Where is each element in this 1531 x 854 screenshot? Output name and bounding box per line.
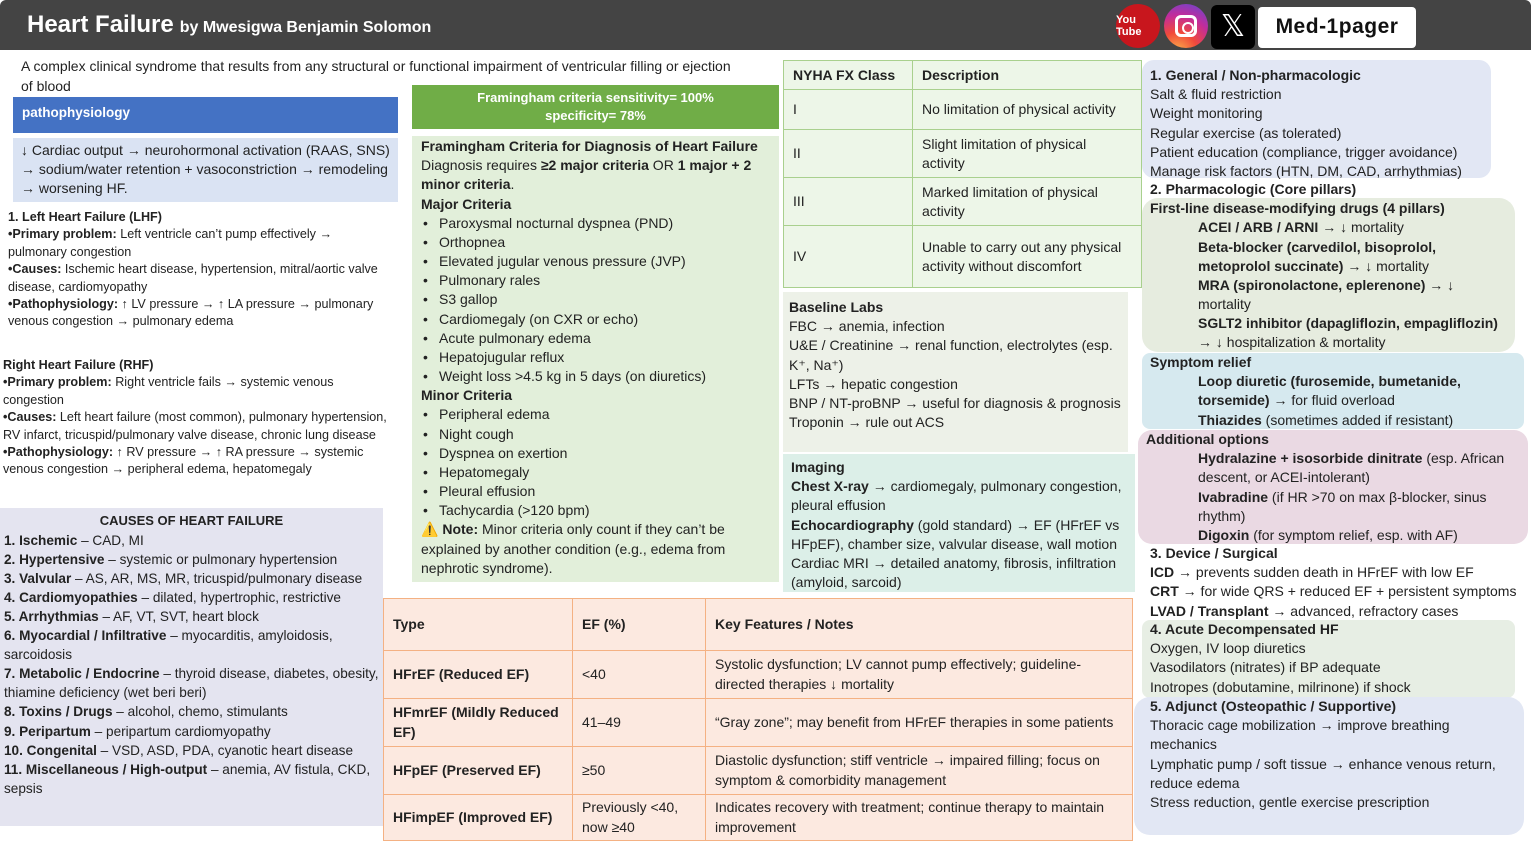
nyha-description: Marked limitation of physical activity xyxy=(913,178,1142,226)
device-title: 3. Device / Surgical xyxy=(1150,545,1278,561)
nyha-description: No limitation of physical activity xyxy=(913,90,1142,130)
item-label: ACEI / ARB / ARNI xyxy=(1198,219,1319,236)
list-item xyxy=(1150,563,1523,582)
column-header: NYHA FX Class xyxy=(784,61,913,90)
list-item xyxy=(1150,218,1507,237)
list-item xyxy=(1150,449,1516,487)
additional-list xyxy=(1150,449,1516,545)
item-label: 8. Toxins / Drugs xyxy=(4,704,113,720)
item-label: Chest X-ray xyxy=(791,478,869,495)
x-logo-icon[interactable] xyxy=(1211,5,1255,49)
item-text: – alcohol, chemo, stimulants xyxy=(112,704,288,720)
definition-text: A complex clinical syndrome that results from any structural or functional impairment of ventricular filling or ejection of blood xyxy=(21,58,731,95)
minor-criterion: • Dyspnea on exertion xyxy=(421,444,770,463)
acute-item: Inotropes (dobutamine, milrinone) if shock xyxy=(1150,678,1411,695)
item-text: – systemic or pulmonary hypertension xyxy=(104,552,338,568)
general-title: 1. General / Non-pharmacologic xyxy=(1150,67,1361,83)
item-label: Echocardiography xyxy=(791,516,914,533)
acute-item: Vasodilators (nitrates) if BP adequate xyxy=(1150,659,1381,676)
major-criterion: • Hepatojugular reflux xyxy=(421,348,770,367)
list-item xyxy=(4,702,379,721)
labs-title: Baseline Labs xyxy=(789,299,884,315)
list-item xyxy=(4,588,379,607)
author-text: by Mwesigwa Benjamin Solomon xyxy=(179,19,432,36)
item-label: Digoxin xyxy=(1198,526,1250,543)
item-text: (for symptom relief, esp. with AF) xyxy=(1249,526,1458,543)
item-label: Beta-blocker (carvedilol, bisoprolol, metoprolol succinate) xyxy=(1198,238,1437,274)
table-row xyxy=(784,130,1142,178)
list-item xyxy=(791,554,1127,592)
item-text: → advanced, refractory cases xyxy=(1268,602,1459,619)
list-item xyxy=(1150,276,1507,314)
youtube-icon[interactable] xyxy=(1116,4,1160,48)
pillars-list xyxy=(1150,218,1507,352)
list-item xyxy=(1150,372,1516,410)
list-item xyxy=(4,550,379,569)
rhf-title: Right Heart Failure (RHF) xyxy=(3,358,154,372)
major-criterion: • Pulmonary rales xyxy=(421,271,770,290)
item-label: •Primary problem: xyxy=(3,375,112,390)
item-text: – dilated, hypertrophic, restrictive xyxy=(137,590,341,606)
list-item xyxy=(3,409,393,444)
minor-criteria-title: Minor Criteria xyxy=(421,387,513,404)
ef-type: HFrEF (Reduced EF) xyxy=(384,651,573,699)
list-item xyxy=(3,374,393,409)
item-label: 5. Arrhythmias xyxy=(4,609,99,625)
general-item: Salt & fluid restriction xyxy=(1150,86,1282,103)
item-text: – AS, AR, MS, MR, tricuspid/pulmonary disease xyxy=(71,571,363,587)
list-item xyxy=(4,760,379,798)
item-text: → ↓ mortality xyxy=(1318,219,1404,236)
page-title xyxy=(27,8,431,43)
list-item xyxy=(4,722,379,741)
list-item xyxy=(1150,314,1507,352)
item-text: Left heart failure (most common), pulmonary hypertension, RV infarct, tricuspid/pulmonary valve disease, chronic lung disease xyxy=(3,410,387,442)
column-header: Description xyxy=(913,61,1142,90)
item-text: ↑ LV pressure → ↑ LA pressure → pulmonary venous congestion → pulmonary edema xyxy=(8,296,374,329)
item-text: → cardiomegaly, pulmonary congestion, pleural effusion xyxy=(791,478,1122,514)
lab-item: Troponin → rule out ACS xyxy=(789,414,945,431)
list-item xyxy=(3,444,393,479)
symptom-relief xyxy=(1142,353,1524,429)
item-label: 7. Metabolic / Endocrine xyxy=(4,666,160,682)
right-heart-failure-section xyxy=(3,357,393,479)
major-criterion: • S3 gallop xyxy=(421,290,770,309)
lab-item: U&E / Creatinine → renal function, electrolytes (esp. K⁺, Na⁺) xyxy=(789,337,1113,373)
item-label: Thiazides xyxy=(1198,411,1262,428)
general-item: Manage risk factors (HTN, DM, CAD, arrhythmias) xyxy=(1150,162,1462,179)
list-item xyxy=(791,516,1127,554)
minor-criterion: • Night cough xyxy=(421,425,770,444)
ef-classification-table xyxy=(383,598,1133,841)
item-text: ↑ RV pressure → ↑ RA pressure → systemic venous congestion → peripheral edema, hepatomegaly xyxy=(3,444,364,477)
framingham-heading xyxy=(412,85,779,129)
ef-value: ≥50 xyxy=(573,747,706,795)
item-label: 6. Myocardial / Infiltrative xyxy=(4,628,167,644)
minor-criterion: • Pleural effusion xyxy=(421,482,770,501)
framingham-requirement xyxy=(421,156,770,194)
item-label: 10. Congenital xyxy=(4,742,97,758)
warning-icon: ⚠️ xyxy=(421,521,439,538)
symptom-title: Symptom relief xyxy=(1150,354,1252,370)
minor-criterion: • Peripheral edema xyxy=(421,405,770,424)
general-item: Regular exercise (as tolerated) xyxy=(1150,124,1342,141)
item-label: SGLT2 inhibitor (dapagliflozin, empagliflozin) xyxy=(1198,315,1498,332)
req-major: ≥2 major criteria xyxy=(540,157,649,174)
item-text: Left ventricle can’t pump effectively → pulmonary congestion xyxy=(8,227,333,259)
item-text: – CAD, MI xyxy=(77,533,144,549)
list-item xyxy=(1150,526,1516,545)
pharmacologic-management xyxy=(1142,180,1515,352)
lab-item: FBC → anemia, infection xyxy=(789,318,945,335)
item-text: → for wide QRS + reduced EF + persistent symptoms xyxy=(1178,583,1517,600)
req-text: OR xyxy=(648,157,678,174)
req-text: Diagnosis requires xyxy=(421,157,541,174)
device-surgical xyxy=(1142,544,1531,620)
item-label: 1. Ischemic xyxy=(4,533,78,549)
table-row xyxy=(384,651,1133,699)
list-item xyxy=(791,477,1127,515)
list-item xyxy=(4,664,379,702)
nyha-class: IV xyxy=(784,226,913,288)
youtube-label: You Tube xyxy=(1116,13,1142,38)
pharm-subtitle: First-line disease-modifying drugs (4 pillars) xyxy=(1150,200,1445,217)
nyha-class: III xyxy=(784,178,913,226)
table-row xyxy=(784,226,1142,288)
minor-criterion: • Hepatomegaly xyxy=(421,463,770,482)
list-item xyxy=(1150,582,1523,601)
additional-title: Additional options xyxy=(1146,431,1269,447)
item-label: •Pathophysiology: xyxy=(8,296,119,311)
framingham-title: Framingham Criteria for Diagnosis of Heart Failure xyxy=(421,138,758,154)
list-item xyxy=(4,741,379,760)
item-text: → prevents sudden death in HFrEF with low EF xyxy=(1174,564,1474,581)
nyha-description: Unable to carry out any physical activity without discomfort xyxy=(913,226,1142,288)
list-item xyxy=(1150,411,1516,430)
item-text: Cardiac MRI → detailed anatomy, fibrosis, infiltration (amyloid, sarcoid) xyxy=(791,554,1116,591)
req-minor: 1 major + 2 minor criteria xyxy=(421,157,752,193)
imaging-section xyxy=(783,454,1135,592)
nyha-description: Slight limitation of physical activity xyxy=(913,130,1142,178)
list-item xyxy=(4,626,379,664)
ef-type: HFimpEF (Improved EF) xyxy=(384,795,573,841)
list-item xyxy=(1150,602,1523,621)
req-text: . xyxy=(510,176,515,193)
ef-notes: “Gray zone”; may benefit from HFrEF therapies in some patients xyxy=(706,699,1133,747)
item-text: Right ventricle fails → systemic venous congestion xyxy=(3,375,334,407)
framingham-specificity: specificity= 78% xyxy=(545,108,646,124)
item-label: CRT xyxy=(1150,583,1179,600)
item-label: •Causes: xyxy=(8,262,62,277)
pathophysiology-heading: pathophysiology xyxy=(13,97,398,133)
framingham-note xyxy=(421,520,770,578)
item-text: – thyroid disease, diabetes, obesity, thiamine deficiency (wet beri beri) xyxy=(4,666,379,701)
item-label: 2. Hypertensive xyxy=(4,552,105,568)
item-text: (gold standard) → EF (HFrEF vs HFpEF), chamber size, valvular disease, wall motion xyxy=(791,516,1120,552)
major-criterion: • Weight loss >4.5 kg in 5 days (on diuretics) xyxy=(421,367,770,386)
table-row xyxy=(384,795,1133,841)
list-item xyxy=(4,531,379,550)
table-header-row xyxy=(784,61,1142,90)
major-criterion: • Orthopnea xyxy=(421,233,770,252)
item-label: 3. Valvular xyxy=(4,571,72,587)
x-logo-glyph: 𝕏 xyxy=(1220,9,1246,45)
device-list xyxy=(1150,563,1523,621)
column-header: Type xyxy=(384,599,573,651)
item-text: – peripartum cardiomyopathy xyxy=(90,723,271,739)
minor-criteria-list xyxy=(421,405,770,520)
item-label: •Primary problem: xyxy=(8,227,117,242)
general-item: Weight monitoring xyxy=(1150,105,1263,122)
item-text: → ↓ mortality xyxy=(1198,276,1455,313)
ef-notes: Systolic dysfunction; LV cannot pump effectively; guideline-directed therapies ↓ mortality xyxy=(706,651,1133,699)
list-item xyxy=(1150,488,1516,526)
framingham-sensitivity: Framingham criteria sensitivity= 100% xyxy=(477,90,714,105)
acute-item: Oxygen, IV loop diuretics xyxy=(1150,640,1306,657)
item-label: Hydralazine + isosorbide dinitrate xyxy=(1198,450,1423,467)
framingham-criteria xyxy=(412,136,779,582)
note-label: Note: xyxy=(438,521,479,538)
ef-value: Previously <40, now ≥40 xyxy=(573,795,706,841)
major-criterion: • Elevated jugular venous pressure (JVP) xyxy=(421,252,770,271)
labs-list xyxy=(789,317,1122,432)
minor-criterion: • Tachycardia (>120 bpm) xyxy=(421,501,770,520)
item-text: → for fluid overload xyxy=(1269,392,1395,409)
nyha-table xyxy=(783,60,1142,288)
baseline-labs xyxy=(783,292,1128,452)
item-text: – anemia, AV fistula, CKD, sepsis xyxy=(4,761,371,796)
column-header: Key Features / Notes xyxy=(706,599,1133,651)
instagram-icon[interactable] xyxy=(1164,4,1208,48)
adjunct-item: Thoracic cage mobilization → improve breathing mechanics xyxy=(1150,717,1450,753)
table-row xyxy=(784,90,1142,130)
table-row xyxy=(384,699,1133,747)
ef-notes: Diastolic dysfunction; stiff ventricle → impaired filling; focus on symptom & comorbidity management xyxy=(706,747,1133,795)
item-label: •Causes: xyxy=(3,410,57,425)
nyha-class: II xyxy=(784,130,913,178)
item-label: LVAD / Transplant xyxy=(1150,602,1269,619)
major-criterion: • Acute pulmonary edema xyxy=(421,329,770,348)
item-text: (if HR >70 on max β-blocker, sinus rhythm) xyxy=(1198,488,1487,524)
item-label: 4. Cardiomyopathies xyxy=(4,590,138,606)
item-text: (sometimes added if resistant) xyxy=(1261,411,1454,428)
pathophysiology-text: ↓ Cardiac output → neurohormonal activation (RAAS, SNS) → sodium/water retention + vasoconstriction → remodeling → worsening HF. xyxy=(13,138,398,202)
lhf-title: 1. Left Heart Failure (LHF) xyxy=(8,210,162,224)
major-criterion: • Paroxysmal nocturnal dyspnea (PND) xyxy=(421,214,770,233)
item-text: → ↓ hospitalization & mortality xyxy=(1198,334,1386,351)
adjunct-item: Lymphatic pump / soft tissue → enhance venous return, reduce edema xyxy=(1150,755,1496,791)
item-text: → ↓ mortality xyxy=(1343,257,1430,274)
item-label: MRA (spironolactone, eplerenone) xyxy=(1198,276,1426,293)
title-text: Heart Failure xyxy=(27,11,174,38)
item-text: (esp. African descent, or ACEI-intolerant) xyxy=(1198,450,1505,486)
causes-title: CAUSES OF HEART FAILURE xyxy=(99,513,284,528)
item-label: ICD xyxy=(1150,564,1175,581)
adjunct-item: Stress reduction, gentle exercise prescription xyxy=(1150,793,1430,810)
adjunct-title: 5. Adjunct (Osteopathic / Supportive) xyxy=(1150,698,1397,714)
table-row xyxy=(384,747,1133,795)
acute-list xyxy=(1150,639,1507,697)
brand-logo: Med-1pager xyxy=(1258,7,1416,48)
acute-title: 4. Acute Decompensated HF xyxy=(1150,621,1339,637)
table-header-row xyxy=(384,599,1133,651)
imaging-title: Imaging xyxy=(791,459,845,475)
item-label: 11. Miscellaneous / High-output xyxy=(4,761,208,777)
item-text: – VSD, ASD, PDA, cyanotic heart disease xyxy=(96,742,354,758)
causes-section xyxy=(0,508,383,826)
list-item xyxy=(8,261,393,296)
general-item: Patient education (compliance, trigger avoidance) xyxy=(1150,143,1458,160)
ef-value: 41–49 xyxy=(573,699,706,747)
general-management xyxy=(1142,60,1491,178)
list-item xyxy=(8,296,393,331)
item-label: 9. Peripartum xyxy=(4,723,91,739)
ef-value: <40 xyxy=(573,651,706,699)
adjunct-supportive xyxy=(1134,697,1524,835)
additional-options xyxy=(1138,430,1528,544)
list-item xyxy=(4,607,379,626)
column-header: EF (%) xyxy=(573,599,706,651)
item-text: – AF, VT, SVT, heart block xyxy=(98,609,259,625)
lab-item: BNP / NT-proBNP → useful for diagnosis & prognosis xyxy=(789,394,1121,411)
adjunct-list xyxy=(1150,716,1508,812)
table-row xyxy=(784,178,1142,226)
item-label: Ivabradine xyxy=(1198,488,1269,505)
left-heart-failure-section xyxy=(8,209,393,331)
item-text: – myocarditis, amyloidosis, sarcoidosis xyxy=(4,628,333,663)
major-criterion: • Cardiomegaly (on CXR or echo) xyxy=(421,310,770,329)
item-label: Loop diuretic (furosemide, bumetanide, torsemide) xyxy=(1198,373,1461,409)
ef-notes: Indicates recovery with treatment; continue therapy to maintain improvement xyxy=(706,795,1133,841)
acute-decompensated-hf xyxy=(1142,620,1515,698)
item-text: Ischemic heart disease, hypertension, mitral/aortic valve disease, cardiomyopathy xyxy=(8,262,378,294)
general-list xyxy=(1150,85,1483,181)
list-item xyxy=(8,226,393,261)
ef-type: HFmrEF (Mildly Reduced EF) xyxy=(384,699,573,747)
lab-item: LFTs → hepatic congestion xyxy=(789,375,958,392)
nyha-class: I xyxy=(784,90,913,130)
note-text: Minor criteria only count if they can’t be explained by another condition (e.g., edema from nephrotic syndrome). xyxy=(421,521,726,576)
major-criteria-list xyxy=(421,214,770,387)
major-criteria-title: Major Criteria xyxy=(421,195,512,212)
symptom-list xyxy=(1150,372,1516,430)
pharm-title: 2. Pharmacologic (Core pillars) xyxy=(1150,181,1357,197)
list-item xyxy=(4,569,379,588)
ef-type: HFpEF (Preserved EF) xyxy=(384,747,573,795)
causes-list xyxy=(4,531,379,797)
list-item xyxy=(1150,238,1507,276)
item-label: •Pathophysiology: xyxy=(3,444,114,459)
